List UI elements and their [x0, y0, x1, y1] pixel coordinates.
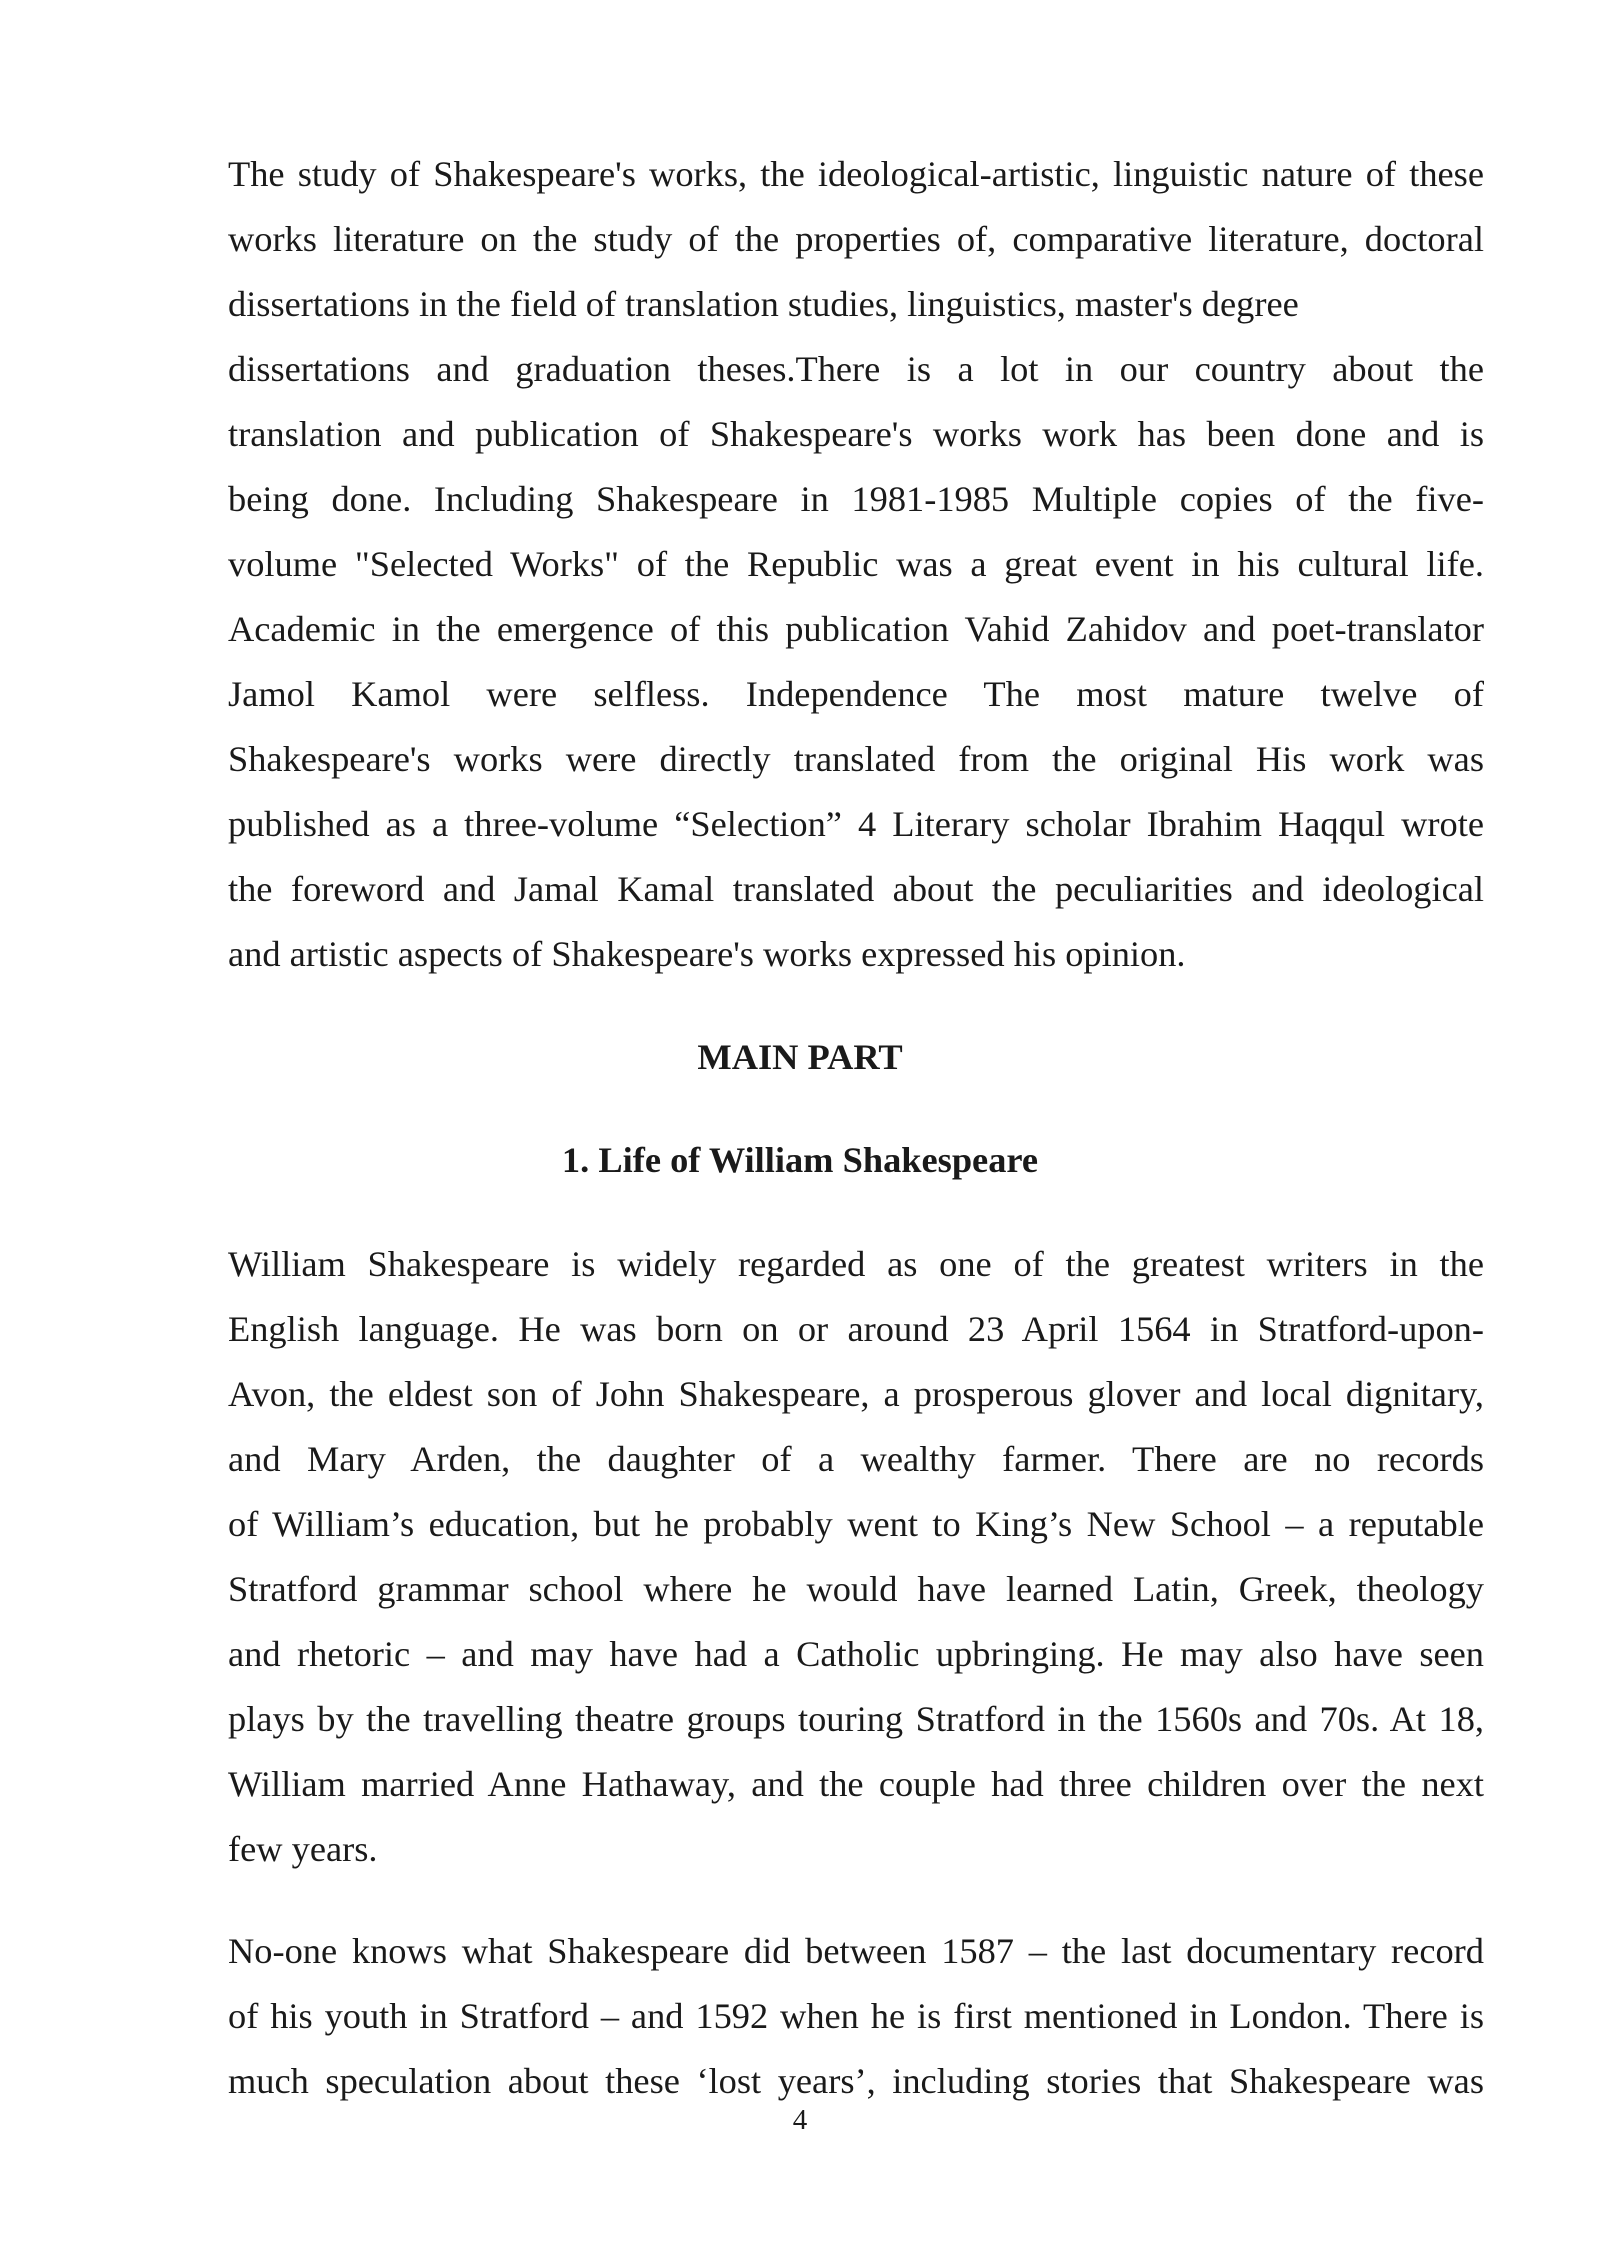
intro-line: translation and publication of Shakespeare's works work has been done and is: [228, 414, 1484, 454]
life-line: of William’s education, but he probably went to King’s New School – a reputable: [228, 1504, 1484, 1544]
intro-paragraph: [228, 142, 1484, 987]
intro-line: The study of Shakespeare's works, the ideological-artistic, linguistic nature of these: [228, 154, 1484, 194]
life-line: William married Anne Hathaway, and the couple had three children over the next: [228, 1764, 1484, 1804]
life-line: Avon, the eldest son of John Shakespeare, a prosperous glover and local dignitary,: [228, 1374, 1484, 1414]
intro-line: and artistic aspects of Shakespeare's works expressed his opinion.: [228, 934, 1186, 974]
life-line: plays by the travelling theatre groups touring Stratford in the 1560s and 70s. At 18,: [228, 1699, 1484, 1739]
life-line: English language. He was born on or around 23 April 1564 in Stratford-upon-: [228, 1309, 1484, 1349]
intro-line: the foreword and Jamal Kamal translated about the peculiarities and ideological: [228, 869, 1484, 909]
lost-years-line: of his youth in Stratford – and 1592 when he is first mentioned in London. There is: [228, 1996, 1484, 2036]
intro-line: dissertations and graduation theses.There is a lot in our country about the: [228, 349, 1484, 389]
intro-line: Academic in the emergence of this publication Vahid Zahidov and poet-translator: [228, 609, 1484, 649]
life-paragraph: [228, 1232, 1484, 1882]
intro-line: Jamol Kamol were selfless. Independence The most mature twelve of: [228, 674, 1484, 714]
main-part-heading: MAIN PART: [697, 1037, 903, 1077]
lost-years-line: much speculation about these ‘lost years’, including stories that Shakespeare was: [228, 2061, 1484, 2101]
intro-line: works literature on the study of the properties of, comparative literature, doctoral: [228, 219, 1484, 259]
intro-line: volume "Selected Works" of the Republic was a great event in his cultural life.: [228, 544, 1484, 584]
intro-line: being done. Including Shakespeare in 1981-1985 Multiple copies of the five-: [228, 479, 1484, 519]
life-line: Stratford grammar school where he would have learned Latin, Greek, theology: [228, 1569, 1484, 1609]
page-number: 4: [792, 2104, 808, 2136]
intro-line: dissertations in the field of translation studies, linguistics, master's degree: [228, 284, 1299, 324]
life-line: few years.: [228, 1829, 378, 1869]
intro-line: published as a three-volume “Selection” 4 Literary scholar Ibrahim Haqqul wrote: [228, 804, 1484, 844]
life-line: William Shakespeare is widely regarded as one of the greatest writers in the: [228, 1244, 1484, 1284]
section-heading: 1. Life of William Shakespeare: [561, 1140, 1039, 1180]
intro-line: Shakespeare's works were directly translated from the original His work was: [228, 739, 1484, 779]
lost-years-line: No-one knows what Shakespeare did between 1587 – the last documentary record: [228, 1931, 1484, 1971]
life-line: and Mary Arden, the daughter of a wealthy farmer. There are no records: [228, 1439, 1484, 1479]
lost-years-paragraph: [228, 1919, 1484, 2114]
life-line: and rhetoric – and may have had a Catholic upbringing. He may also have seen: [228, 1634, 1484, 1674]
